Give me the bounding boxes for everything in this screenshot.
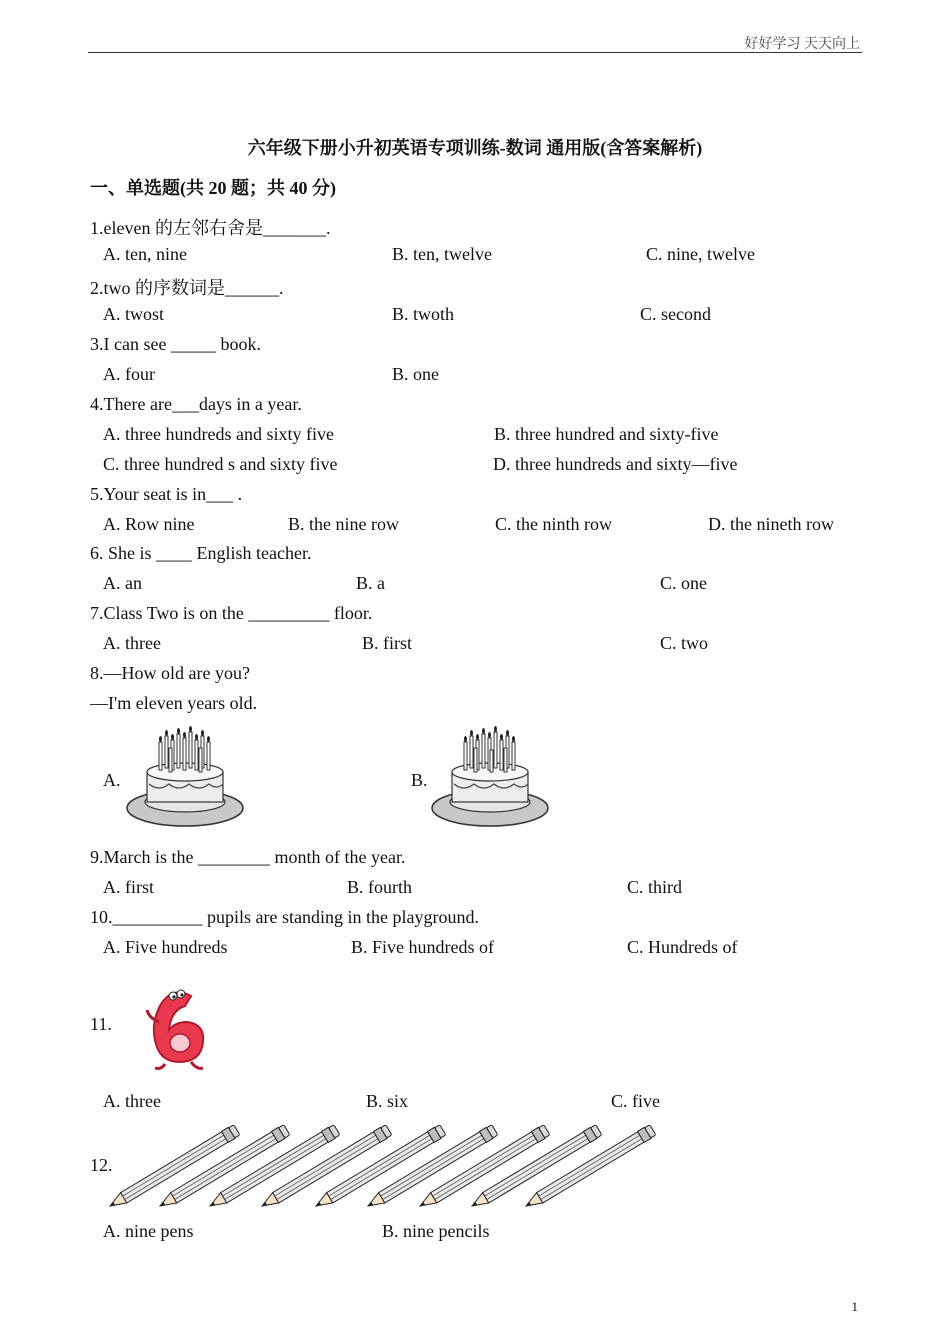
question-5-option-c[interactable]: C. the ninth row [495, 514, 612, 534]
question-8-option-a[interactable]: A. [103, 770, 121, 790]
question-8-stem: 8.—How old are you? [90, 663, 250, 683]
question-12-option-b[interactable]: B. nine pencils [382, 1221, 490, 1241]
question-8-stem-answer: —I'm eleven years old. [90, 693, 258, 713]
question-6-stem: 6. She is ____ English teacher. [90, 543, 312, 563]
question-6-option-c[interactable]: C. one [660, 573, 707, 593]
question-1-stem: 1.eleven 的左邻右舍是_______. [90, 218, 331, 238]
question-9-stem: 9.March is the ________ month of the year. [90, 847, 406, 867]
birthday-cake-image-b [430, 728, 554, 830]
question-6-option-b[interactable]: B. a [356, 573, 385, 593]
question-9-option-b[interactable]: B. fourth [347, 877, 412, 897]
question-5-stem: 5.Your seat is in___ . [90, 484, 243, 504]
question-7-stem: 7.Class Two is on the _________ floor. [90, 603, 373, 623]
question-4-option-a[interactable]: A. three hundreds and sixty five [103, 424, 334, 444]
question-12-stem: 12. [90, 1155, 113, 1175]
question-11-option-a[interactable]: A. three [103, 1091, 161, 1111]
question-12-option-a[interactable]: A. nine pens [103, 1221, 194, 1241]
question-2-option-a[interactable]: A. twost [103, 304, 165, 324]
question-10-option-a[interactable]: A. Five hundreds [103, 937, 228, 957]
question-7-option-a[interactable]: A. three [103, 633, 161, 653]
pencils-image [110, 1118, 655, 1210]
number-six-character-image [143, 982, 213, 1072]
question-3-option-b[interactable]: B. one [392, 364, 439, 384]
question-5-option-b[interactable]: B. the nine row [288, 514, 399, 534]
page-title: 六年级下册小升初英语专项训练-数词 通用版(含答案解析) [247, 138, 703, 158]
section-heading: 一、单选题(共 20 题；共 40 分) [90, 178, 336, 198]
question-4-option-b[interactable]: B. three hundred and sixty-five [494, 424, 719, 444]
question-4-option-c[interactable]: C. three hundred s and sixty five [103, 454, 338, 474]
question-7-option-b[interactable]: B. first [362, 633, 413, 653]
page-number: 1 [851, 1299, 858, 1314]
question-10-stem: 10.__________ pupils are standing in the playground. [90, 907, 479, 927]
question-1-option-b[interactable]: B. ten, twelve [392, 244, 492, 264]
question-11-option-c[interactable]: C. five [611, 1091, 660, 1111]
question-8-option-b[interactable]: B. [411, 770, 428, 790]
birthday-cake-image-a [125, 728, 249, 830]
question-6-option-a[interactable]: A. an [103, 573, 142, 593]
question-2-option-c[interactable]: C. second [640, 304, 711, 324]
question-5-option-d[interactable]: D. the nineth row [708, 514, 834, 534]
question-3-stem: 3.I can see _____ book. [90, 334, 261, 354]
question-11-option-b[interactable]: B. six [366, 1091, 409, 1111]
question-1-option-a[interactable]: A. ten, nine [103, 244, 187, 264]
question-3-option-a[interactable]: A. four [103, 364, 155, 384]
question-1-option-c[interactable]: C. nine, twelve [646, 244, 755, 264]
question-7-option-c[interactable]: C. two [660, 633, 709, 653]
question-4-option-d[interactable]: D. three hundreds and sixty—five [493, 454, 738, 474]
question-2-stem: 2.two 的序数词是______. [90, 278, 284, 298]
question-9-option-c[interactable]: C. third [627, 877, 683, 897]
question-10-option-c[interactable]: C. Hundreds of [627, 937, 738, 957]
question-11-stem: 11. [90, 1014, 112, 1034]
header-rule [88, 52, 862, 53]
question-5-option-a[interactable]: A. Row nine [103, 514, 195, 534]
question-10-option-b[interactable]: B. Five hundreds of [351, 937, 494, 957]
question-9-option-a[interactable]: A. first [103, 877, 154, 897]
header-text: 好好学习 天天向上 [744, 37, 860, 52]
question-4-stem: 4.There are___days in a year. [90, 394, 302, 414]
question-2-option-b[interactable]: B. twoth [392, 304, 455, 324]
